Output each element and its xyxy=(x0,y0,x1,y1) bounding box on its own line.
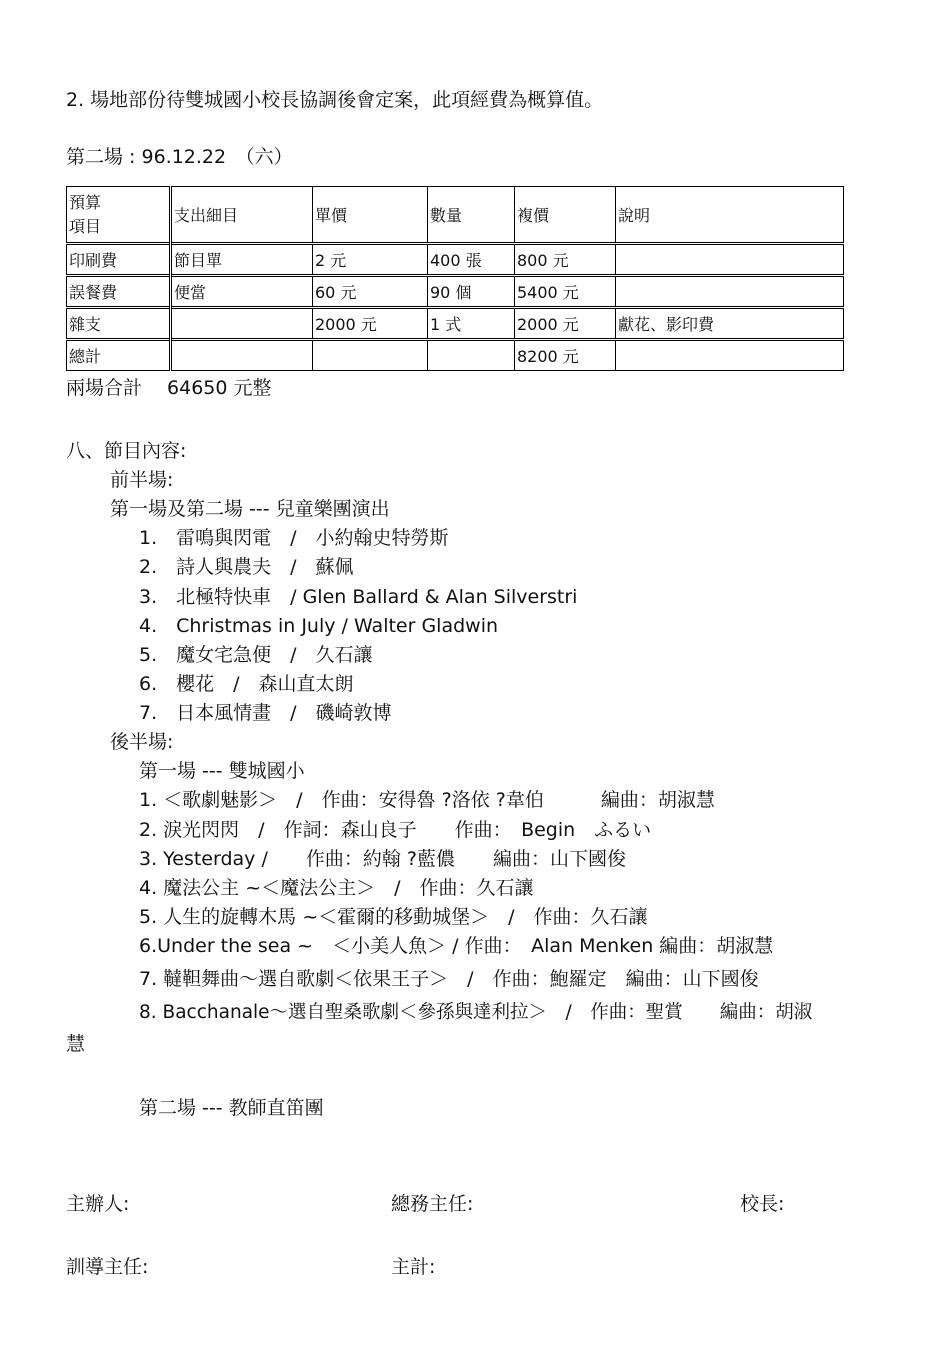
table-cell: 便當 xyxy=(171,276,313,308)
header-budget-item: 預算 項目 xyxy=(67,187,171,244)
first-half-label: 前半場: xyxy=(110,469,174,491)
table-header-row xyxy=(67,187,844,244)
list-item: 7. 韃靼舞曲～選自歌劇＜依果王子＞ / 作曲：鮑羅定 編曲：山下國俊 xyxy=(139,968,759,990)
grand-total: 兩場合計 64650 元整 xyxy=(66,377,272,399)
list-item: 6. 櫻花 / 森山直太朗 xyxy=(139,673,354,695)
table-cell: 800 元 xyxy=(515,244,616,276)
list-item: 3. Yesterday / 作曲：約翰 ?藍儂 編曲：山下國俊 xyxy=(139,848,626,870)
header-description: 說明 xyxy=(616,187,844,244)
table-cell: 雜支 xyxy=(67,308,171,340)
table-cell xyxy=(616,244,844,276)
list-item: 2. 淚光閃閃 / 作詞：森山良子 作曲： Begin ふるい xyxy=(139,819,652,841)
table-row xyxy=(67,276,844,308)
table-cell: 獻花、影印費 xyxy=(616,308,844,340)
table-cell xyxy=(616,340,844,371)
budget-table xyxy=(66,186,844,371)
table-cell xyxy=(428,340,515,371)
table-cell: 誤餐費 xyxy=(67,276,171,308)
first-half-title: 第一場及第二場 --- 兒童樂團演出 xyxy=(110,498,390,520)
table-cell: 1 式 xyxy=(428,308,515,340)
list-item: 8. Bacchanale～選自聖桑歌劇＜參孫與達利拉＞ / 作曲：聖賞 編曲：胡淑 xyxy=(139,1002,813,1023)
list-item: 4. 魔法公主 ~＜魔法公主＞ / 作曲：久石讓 xyxy=(139,877,534,899)
table-cell: 節目單 xyxy=(171,244,313,276)
signature-principal: 校長: xyxy=(740,1193,785,1215)
list-item: 6.Under the sea ~ ＜小美人魚＞ / 作曲： Alan Menken 編曲：胡淑慧 xyxy=(139,935,774,957)
table-cell: 5400 元 xyxy=(515,276,616,308)
second-half-title: 第一場 --- 雙城國小 xyxy=(139,760,305,782)
table-row xyxy=(67,340,844,371)
table-row xyxy=(67,244,844,276)
list-item-wrap: 慧 xyxy=(66,1033,86,1055)
signature-accounting: 主計: xyxy=(391,1256,436,1278)
signature-organizer: 主辦人: xyxy=(66,1193,130,1215)
header-quantity: 數量 xyxy=(428,187,515,244)
header-unit-price: 單價 xyxy=(313,187,428,244)
table-cell xyxy=(171,340,313,371)
table-cell xyxy=(313,340,428,371)
header-amount: 複價 xyxy=(515,187,616,244)
table-cell: 總計 xyxy=(67,340,171,371)
header-detail: 支出細目 xyxy=(171,187,313,244)
table-cell xyxy=(616,276,844,308)
table-cell xyxy=(171,308,313,340)
list-item: 2. 詩人與農夫 / 蘇佩 xyxy=(139,556,354,578)
table-cell: 400 張 xyxy=(428,244,515,276)
signature-general-affairs: 總務主任: xyxy=(391,1193,474,1215)
table-row xyxy=(67,308,844,340)
table-cell: 2000 元 xyxy=(515,308,616,340)
table-cell: 8200 元 xyxy=(515,340,616,371)
program-heading: 八、節目內容: xyxy=(66,440,187,462)
session-title: 第二場 : 96.12.22 （六） xyxy=(66,146,293,168)
table-cell: 2 元 xyxy=(313,244,428,276)
list-item: 4. Christmas in July / Walter Gladwin xyxy=(139,615,499,637)
list-item: 1. 雷鳴與閃電 / 小約翰史特勞斯 xyxy=(139,527,449,549)
second-session-title: 第二場 --- 教師直笛團 xyxy=(139,1097,324,1119)
funding-note: 2. 場地部份待雙城國小校長協調後會定案，此項經費為概算值。 xyxy=(66,89,604,111)
table-cell: 印刷費 xyxy=(67,244,171,276)
list-item: 7. 日本風情畫 / 磯崎敦博 xyxy=(139,702,392,724)
table-cell: 60 元 xyxy=(313,276,428,308)
signature-counseling: 訓導主任: xyxy=(66,1256,149,1278)
list-item: 5. 人生的旋轉木馬 ~＜霍爾的移動城堡＞ / 作曲：久石讓 xyxy=(139,906,648,928)
table-cell: 2000 元 xyxy=(313,308,428,340)
table-cell: 90 個 xyxy=(428,276,515,308)
list-item: 1. ＜歌劇魅影＞ / 作曲：安得魯 ?洛依 ?韋伯 編曲：胡淑慧 xyxy=(139,789,715,811)
second-half-label: 後半場: xyxy=(110,731,174,753)
list-item: 5. 魔女宅急便 / 久石讓 xyxy=(139,644,373,666)
list-item: 3. 北極特快車 / Glen Ballard & Alan Silverstri xyxy=(139,586,578,608)
